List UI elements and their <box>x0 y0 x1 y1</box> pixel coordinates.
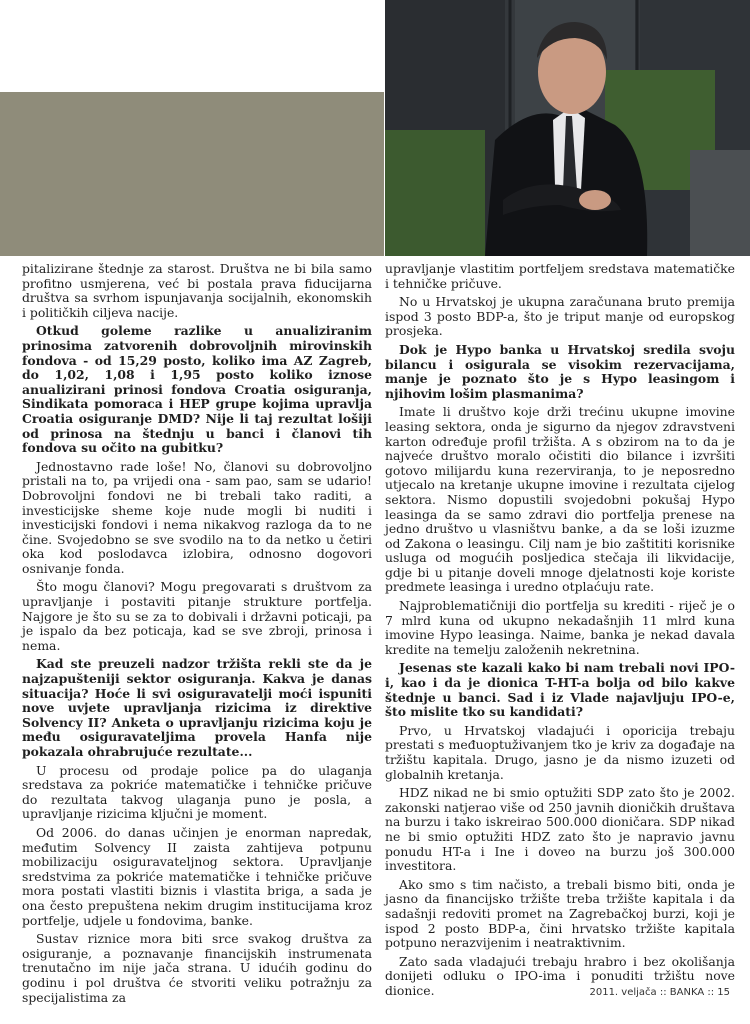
page-footer: 2011. veljača :: BANKA :: 15 <box>589 987 730 998</box>
paragraph: No u Hrvatskoj je ukupna zaračunana bruto premija ispod 3 posto BDP-a, što je triput manje od europskog prosjeka. <box>385 294 735 339</box>
paragraph: Sustav riznice mora biti srce svakog društva za osiguranje, a poznavanje financijskih instrumenata trenutačno im nije jača strana. U idućih godinu do godinu i pol društva će stvoriti veliku potražnju za specijalistima za <box>22 931 372 1005</box>
paragraph: Što mogu članovi? Mogu pregovarati s društvom za upravljanje i postaviti pitanje strukture portfelja. Najgore je što su se za to dobivali i državni poticaji, pa je ispalo da bez poticaja, kad se sve zbroji, prinosa i nema. <box>22 579 372 653</box>
paragraph: pitalizirane štednje za starost. Društva ne bi bila samo profitno usmjerena, već bi postala prava fiducijarna društva sa svrhom ispunjavanja socijalnih, ekonomskih i političkih ciljeva nacije. <box>22 261 372 320</box>
olive-color-band <box>0 92 384 256</box>
article-right-column <box>385 262 735 1003</box>
interview-question: Dok je Hypo banka u Hrvatskoj sredila svoju bilancu i osigurala se visokim rezervacijama, manje je poznato što je s Hypo leasingom i njihovim lošim plasmanima? <box>385 341 735 401</box>
paragraph: HDZ nikad ne bi smio optužiti SDP zato što je 2002. zakonski natjerao više od 250 javnih dioničkih društava na burzu i tako iskreirao 500.000 dioničara. SDP nikad ne bi smio optužiti HDZ zato što je napravio javnu ponudu HT-a i Ine i doveo na burzu još 300.000 investitora. <box>385 785 735 874</box>
paragraph: upravljanje vlastitim portfeljem sredstava matematičke i tehničke pričuve. <box>385 261 735 291</box>
paragraph: Imate li društvo koje drži trećinu ukupne imovine leasing sektora, onda je sigurno da njegov zdravstveni karton određuje profil tržišta. A s obzirom na to da je najveće društvo moralo očistiti dio bilance i izvršiti gotovo milijardu kuna rezerviranja, to je neposredno utjecalo na kretanje ukupne imovine i rezultata cijelog sektora. Nismo dopustili svojedobni pokušaj Hypo leasinga da se samo zdravi dio portfelja prenese na jedno društvo u vlasništvu banke, a da se loši izuzme od Zakona o leasingu. Cilj nam je bio zaštititi korisnike usluga od mogućih posljedica stečaja ili likvidacije, gdje bi u pitanje doveli mnoge djelatnosti koje koriste predmete leasinga i uredno otplaćuju rate. <box>385 404 735 595</box>
paragraph: Ako smo s tim načisto, a trebali bismo biti, onda je jasno da financijsko tržište treba tržište kapitala i da sadašnji redoviti promet na Zagrebačkoj burzi, koji je ispod 2 posto BDP-a, čini hrvatsko tržište kapitala potpuno nerazvijenim i neatraktivnim. <box>385 876 735 951</box>
paragraph: Od 2006. do danas učinjen je enorman napredak, međutim Solvency II zaista zahtijeva potpunu mobilizaciju osiguravateljnog sektora. Upravljanje sredstvima za pokriće matematičke i tehničke pričuve mora postati vlastiti biznis i vlastita briga, a sada je ona često prepuštena nekim drugim institucijama kroz portfelje, udjele u fondovima, banke. <box>22 824 372 928</box>
article-left-column <box>22 262 372 1009</box>
paragraph: Jednostavno rade loše! No, članovi su dobrovoljno pristali na to, pa vrijedi ona - sam pao, sam se udario! Dobrovoljni fondovi ne bi trebali tako raditi, a investicijske sheme koje nude mogli bi nuditi i investicijski fondovi i nema nikakvog razloga da to ne čine. Svojedobno se sve svodilo na to da netko u četiri oka kod poslodavca izlobira, odnosno dogovori osnivanje fonda. <box>22 458 372 576</box>
paragraph: U procesu od prodaje police pa do ulaganja sredstava za pokriće matematičke i tehničke pričuve do rezultata takvog ulaganja puno je posla, a upravljanje rizicima ključni je moment. <box>22 762 372 822</box>
portrait-photo <box>385 0 750 256</box>
interview-question: Otkud goleme razlike u anualiziranim prinosima zatvorenih dobrovoljnih mirovinskih fondova - od 15,29 posto, koliko ima AZ Zagreb, do 1,02, 1,08 i 1,95 posto koliko iznose anualizirani prinosi fondova Croatia osiguranja, Sindikata pomoraca i HEP grupe kojima upravlja Croatia osiguranje DMD? Nije li taj rezultat lošiji od prinosa na štednju u banci i članovi tih fondova su očito na gubitku? <box>22 323 372 456</box>
interview-question: Jesenas ste kazali kako bi nam trebali novi IPO-i, kao i da je dionica T-HT-a bolja od bilo kakve štednje u banci. Sad i iz Vlade najavljuju IPO-e, što mislite tko su kandidati? <box>385 660 735 720</box>
portrait-illustration <box>385 0 750 256</box>
paragraph: Zato sada vladajući trebaju hrabro i bez okolišanja donijeti odluku o IPO-ima i ponuditi tržištu nove dionice. <box>385 953 735 998</box>
paragraph: Prvo, u Hrvatskoj vladajući i oporicija trebaju prestati s međuoptuživanjem tko je kriv za događaje na tržištu kapitala. Drugo, jasno je da nismo izuzeti od globalnih kretanja. <box>385 722 735 782</box>
interview-question: Kad ste preuzeli nadzor tržišta rekli ste da je najzapušteniji sektor osiguranja. Kakva je danas situacija? Hoće li svi osiguravatelji moći ispuniti nove uvjete upravljanja rizicima iz direktive Solvency II? Anketa o upravljanju rizicima koju je među osiguravateljima provela Hanfa nije pokazala ohrabrujuće rezultate... <box>22 656 372 759</box>
paragraph: Najproblematičniji dio portfelja su krediti - riječ je o 7 mlrd kuna od ukupno nekadašnjih 11 mlrd kuna imovine Hypo leasinga. Naime, banka je nekad davala kredite na temelju založenih nekretnina. <box>385 598 735 657</box>
